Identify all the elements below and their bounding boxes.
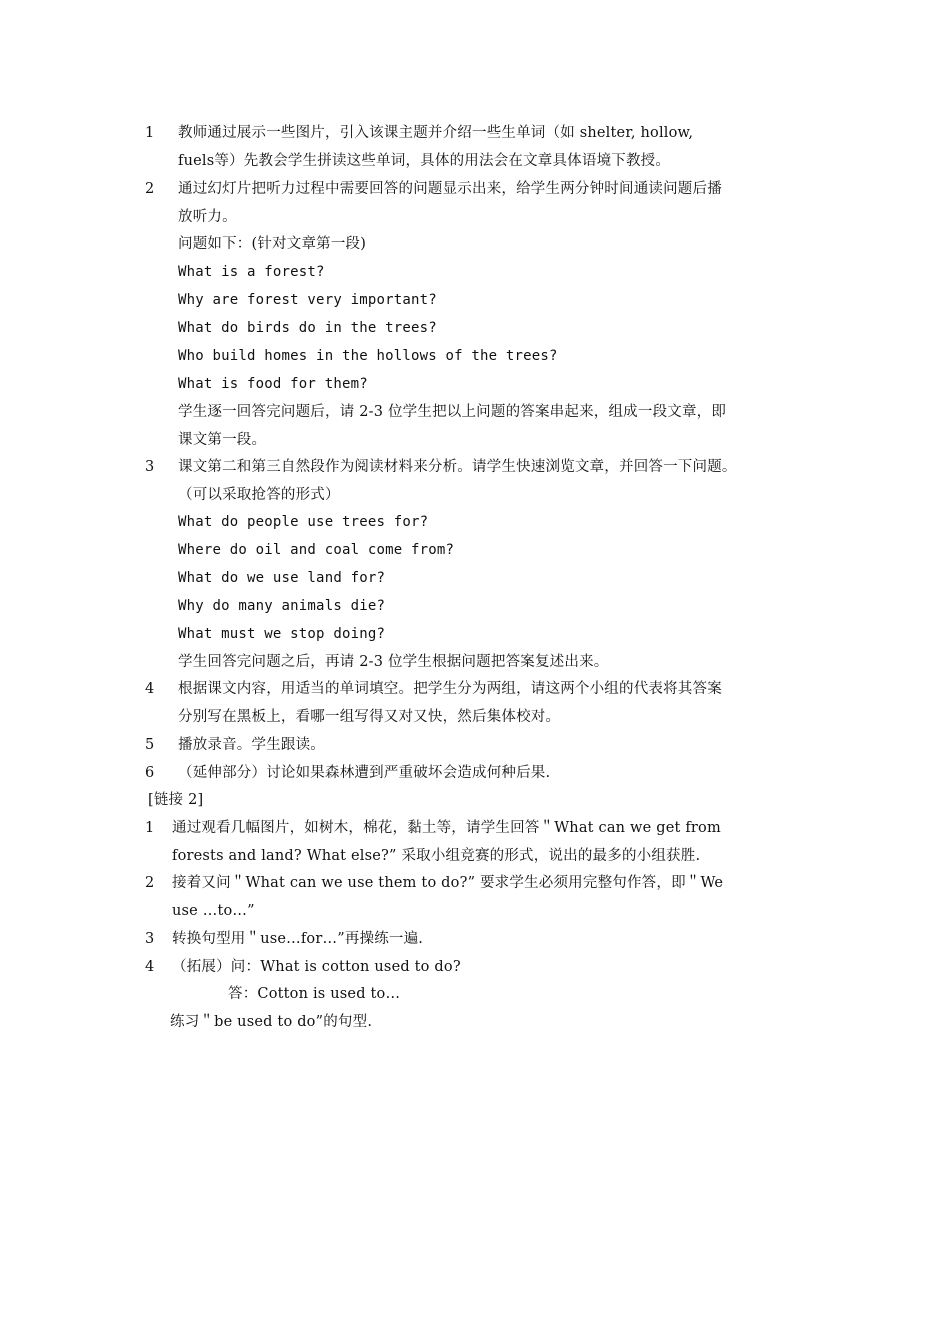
- question-line: What is food for them?: [178, 376, 368, 392]
- item-number: 3: [145, 459, 155, 475]
- text-line: 播放录音。学生跟读。: [178, 737, 325, 753]
- question-line: What do birds do in the trees?: [178, 320, 437, 336]
- question-line: Why are forest very important?: [178, 292, 437, 308]
- question-line: What do people use trees for?: [178, 514, 429, 530]
- text-line: 放听力。: [178, 209, 237, 225]
- text-line: 通过幻灯片把听力过程中需要回答的问题显示出来，给学生两分钟时间通读问题后播: [178, 181, 722, 197]
- text-line: 答：Cotton is used to…: [228, 986, 401, 1002]
- question-line: Where do oil and coal come from?: [178, 542, 455, 558]
- question-line: Why do many animals die?: [178, 598, 386, 614]
- text-line: use …to…”: [172, 903, 255, 919]
- question-line: What is a forest?: [178, 264, 325, 280]
- item-number: 4: [145, 959, 155, 975]
- text-line: （延伸部分）讨论如果森林遭到严重破坏会造成何种后果.: [178, 765, 551, 781]
- text-line: 问题如下：(针对文章第一段): [178, 236, 367, 252]
- text-line: 练习＂be used to do”的句型.: [170, 1014, 373, 1030]
- question-line: What do we use land for?: [178, 570, 386, 586]
- item-number: 6: [145, 765, 155, 781]
- text-line: 教师通过展示一些图片，引入该课主题并介绍一些生单词（如 shelter, hollow,: [178, 125, 694, 141]
- text-line: fuels等）先教会学生拼读这些单词，具体的用法会在文章具体语境下教授。: [178, 153, 671, 169]
- text-line: 通过观看几幅图片，如树木，棉花，黏土等，请学生回答＂What can we get from: [172, 820, 721, 836]
- item-number: 2: [145, 181, 155, 197]
- text-line: 根据课文内容，用适当的单词填空。把学生分为两组，请这两个小组的代表将其答案: [178, 681, 722, 697]
- text-line: （拓展）问：What is cotton used to do?: [172, 959, 461, 975]
- text-line: 转换句型用＂use…for…”再操练一遍.: [172, 931, 424, 947]
- item-number: 1: [145, 125, 155, 141]
- item-number: 3: [145, 931, 155, 947]
- item-number: 5: [145, 737, 155, 753]
- item-number: 2: [145, 875, 155, 891]
- text-line: 课文第二和第三自然段作为阅读材料来分析。请学生快速浏览文章，并回答一下问题。: [178, 459, 737, 475]
- item-number: 4: [145, 681, 155, 697]
- text-line: （可以采取抢答的形式）: [178, 487, 340, 503]
- question-line: What must we stop doing?: [178, 626, 386, 642]
- text-line: 课文第一段。: [178, 432, 267, 448]
- text-line: 分别写在黑板上，看哪一组写得又对又快，然后集体校对。: [178, 709, 561, 725]
- text-line: 学生逐一回答完问题后，请 2-3 位学生把以上问题的答案串起来，组成一段文章，即: [178, 404, 727, 420]
- item-number: 1: [145, 820, 155, 836]
- question-line: Who build homes in the hollows of the trees?: [178, 348, 558, 364]
- text-line: 学生回答完问题之后，再请 2-3 位学生根据问题把答案复述出来。: [178, 654, 609, 670]
- text-line: forests and land? What else?” 采取小组竞赛的形式，说出的最多的小组获胜.: [172, 848, 701, 864]
- section-heading: [链接 2]: [148, 792, 204, 808]
- text-line: 接着又问＂What can we use them to do?” 要求学生必须用完整句作答，即＂We: [172, 875, 724, 891]
